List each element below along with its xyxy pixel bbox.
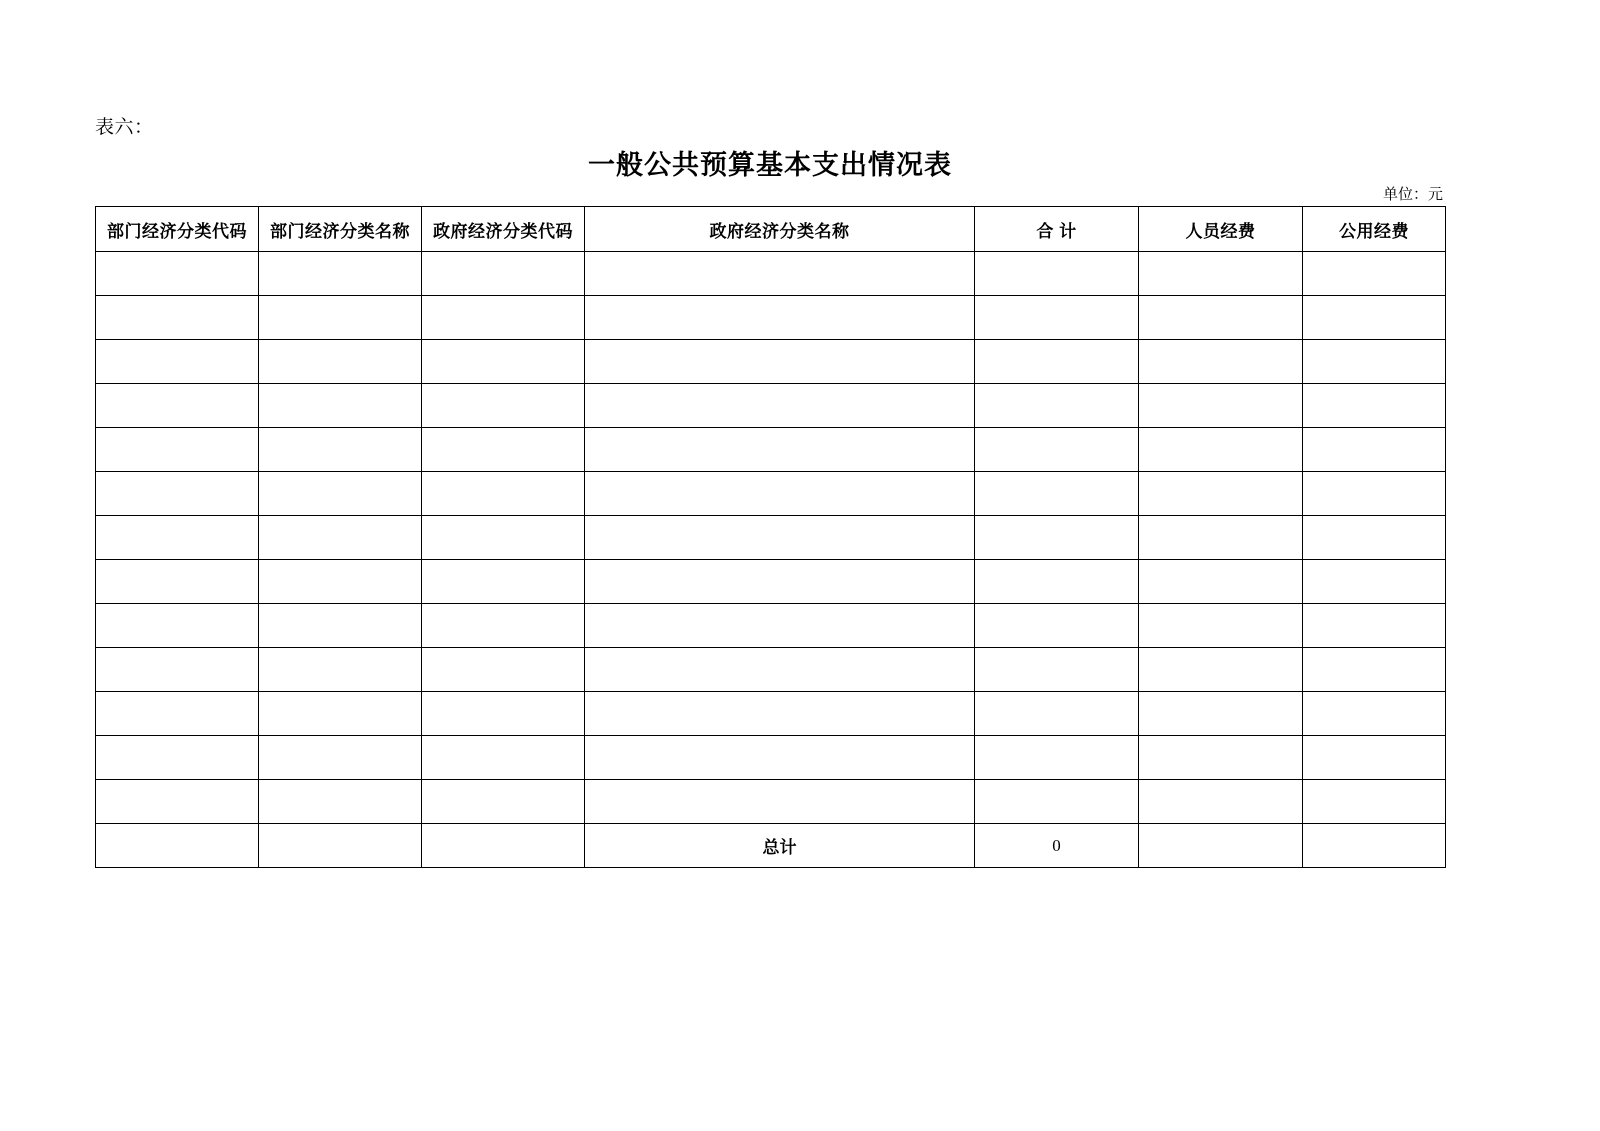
cell-public-cost — [1303, 692, 1446, 736]
cell-dept-econ-code — [96, 472, 259, 516]
cell-gov-econ-code — [422, 252, 585, 296]
cell-gov-econ-code — [422, 296, 585, 340]
cell-gov-econ-name — [585, 428, 975, 472]
table-row — [96, 648, 1446, 692]
cell-public-cost — [1303, 516, 1446, 560]
table-header-row — [96, 207, 1446, 252]
table-row — [96, 560, 1446, 604]
table-row — [96, 428, 1446, 472]
cell-public-cost — [1303, 252, 1446, 296]
cell-dept-econ-name — [259, 736, 422, 780]
cell-gov-econ-code — [422, 560, 585, 604]
column-header-gov-econ-name: 政府经济分类名称 — [585, 207, 975, 252]
cell-dept-econ-code — [96, 340, 259, 384]
cell-gov-econ-name — [585, 692, 975, 736]
cell-personnel-cost — [1139, 560, 1303, 604]
table-row — [96, 472, 1446, 516]
cell-public-cost — [1303, 736, 1446, 780]
table-row — [96, 516, 1446, 560]
cell-public-cost — [1303, 472, 1446, 516]
cell-total — [975, 252, 1139, 296]
cell-gov-econ-name — [585, 736, 975, 780]
total-public-cost — [1303, 824, 1446, 868]
cell-dept-econ-name — [259, 296, 422, 340]
cell-dept-econ-name — [259, 340, 422, 384]
column-header-dept-econ-code: 部门经济分类代码 — [96, 207, 259, 252]
cell-dept-econ-name — [259, 648, 422, 692]
cell-total — [975, 516, 1139, 560]
cell-dept-econ-name — [259, 516, 422, 560]
cell-public-cost — [1303, 428, 1446, 472]
table-header — [96, 207, 1446, 252]
cell-dept-econ-code — [96, 384, 259, 428]
cell-personnel-cost — [1139, 692, 1303, 736]
cell-gov-econ-name — [585, 516, 975, 560]
unit-note: 单位：元 — [1382, 187, 1443, 203]
cell-personnel-cost — [1139, 252, 1303, 296]
cell-gov-econ-name — [585, 472, 975, 516]
cell-gov-econ-name — [585, 384, 975, 428]
cell-personnel-cost — [1139, 472, 1303, 516]
total-label: 总计 — [585, 824, 975, 868]
cell-personnel-cost — [1139, 428, 1303, 472]
column-header-total: 合 计 — [975, 207, 1139, 252]
table-row — [96, 252, 1446, 296]
cell-dept-econ-name — [259, 604, 422, 648]
cell-total — [975, 560, 1139, 604]
cell-total — [975, 472, 1139, 516]
cell-dept-econ-code — [96, 560, 259, 604]
cell-dept-econ-code — [96, 252, 259, 296]
cell-public-cost — [1303, 340, 1446, 384]
cell-total — [975, 428, 1139, 472]
table-row — [96, 604, 1446, 648]
table-row — [96, 296, 1446, 340]
cell-total — [975, 692, 1139, 736]
cell-personnel-cost — [1139, 736, 1303, 780]
cell-public-cost — [1303, 384, 1446, 428]
cell-personnel-cost — [1139, 780, 1303, 824]
table-row — [96, 384, 1446, 428]
cell-dept-econ-code — [96, 516, 259, 560]
cell-gov-econ-code — [422, 604, 585, 648]
cell-total — [975, 648, 1139, 692]
cell-personnel-cost — [1139, 296, 1303, 340]
cell-personnel-cost — [1139, 340, 1303, 384]
cell-dept-econ-code — [96, 692, 259, 736]
cell-dept-econ-code — [96, 296, 259, 340]
cell-gov-econ-name — [585, 296, 975, 340]
table-row — [96, 780, 1446, 824]
table-total-row — [96, 824, 1446, 868]
cell-gov-econ-code — [422, 648, 585, 692]
cell-gov-econ-code — [422, 340, 585, 384]
cell-public-cost — [1303, 648, 1446, 692]
cell-gov-econ-name — [585, 648, 975, 692]
cell-public-cost — [1303, 604, 1446, 648]
column-header-personnel-cost: 人员经费 — [1139, 207, 1303, 252]
column-header-gov-econ-code: 政府经济分类代码 — [422, 207, 585, 252]
cell-public-cost — [1303, 296, 1446, 340]
cell-gov-econ-code — [422, 472, 585, 516]
cell-gov-econ-code — [422, 692, 585, 736]
cell-gov-econ-name — [585, 252, 975, 296]
cell-gov-econ-code — [422, 736, 585, 780]
cell-public-cost — [1303, 780, 1446, 824]
cell-dept-econ-code — [96, 736, 259, 780]
cell-total — [975, 296, 1139, 340]
table-row — [96, 340, 1446, 384]
cell-dept-econ-name — [259, 824, 422, 868]
column-header-dept-econ-name: 部门经济分类名称 — [259, 207, 422, 252]
cell-dept-econ-name — [259, 428, 422, 472]
cell-gov-econ-code — [422, 780, 585, 824]
table-row — [96, 736, 1446, 780]
cell-gov-econ-name — [585, 780, 975, 824]
cell-dept-econ-name — [259, 560, 422, 604]
cell-dept-econ-name — [259, 384, 422, 428]
total-personnel-cost — [1139, 824, 1303, 868]
column-header-public-cost: 公用经费 — [1303, 207, 1446, 252]
cell-dept-econ-code — [96, 648, 259, 692]
cell-dept-econ-name — [259, 780, 422, 824]
cell-personnel-cost — [1139, 604, 1303, 648]
cell-dept-econ-code — [96, 604, 259, 648]
cell-dept-econ-name — [259, 692, 422, 736]
cell-total — [975, 780, 1139, 824]
cell-gov-econ-name — [585, 604, 975, 648]
cell-total — [975, 384, 1139, 428]
cell-dept-econ-name — [259, 472, 422, 516]
cell-dept-econ-code — [96, 780, 259, 824]
cell-gov-econ-code — [422, 824, 585, 868]
cell-public-cost — [1303, 560, 1446, 604]
cell-total — [975, 736, 1139, 780]
cell-gov-econ-code — [422, 384, 585, 428]
budget-table — [95, 206, 1446, 868]
cell-dept-econ-code — [96, 428, 259, 472]
cell-total — [975, 340, 1139, 384]
cell-gov-econ-code — [422, 516, 585, 560]
cell-total — [975, 604, 1139, 648]
table-row — [96, 692, 1446, 736]
page-title: 一般公共预算基本支出情况表 — [588, 150, 952, 180]
cell-personnel-cost — [1139, 384, 1303, 428]
sheet-label: 表六： — [95, 117, 154, 138]
cell-gov-econ-name — [585, 340, 975, 384]
cell-dept-econ-name — [259, 252, 422, 296]
cell-personnel-cost — [1139, 516, 1303, 560]
total-amount: 0 — [975, 824, 1139, 868]
cell-personnel-cost — [1139, 648, 1303, 692]
table-body — [96, 252, 1446, 868]
cell-dept-econ-code — [96, 824, 259, 868]
cell-gov-econ-name — [585, 560, 975, 604]
cell-gov-econ-code — [422, 428, 585, 472]
